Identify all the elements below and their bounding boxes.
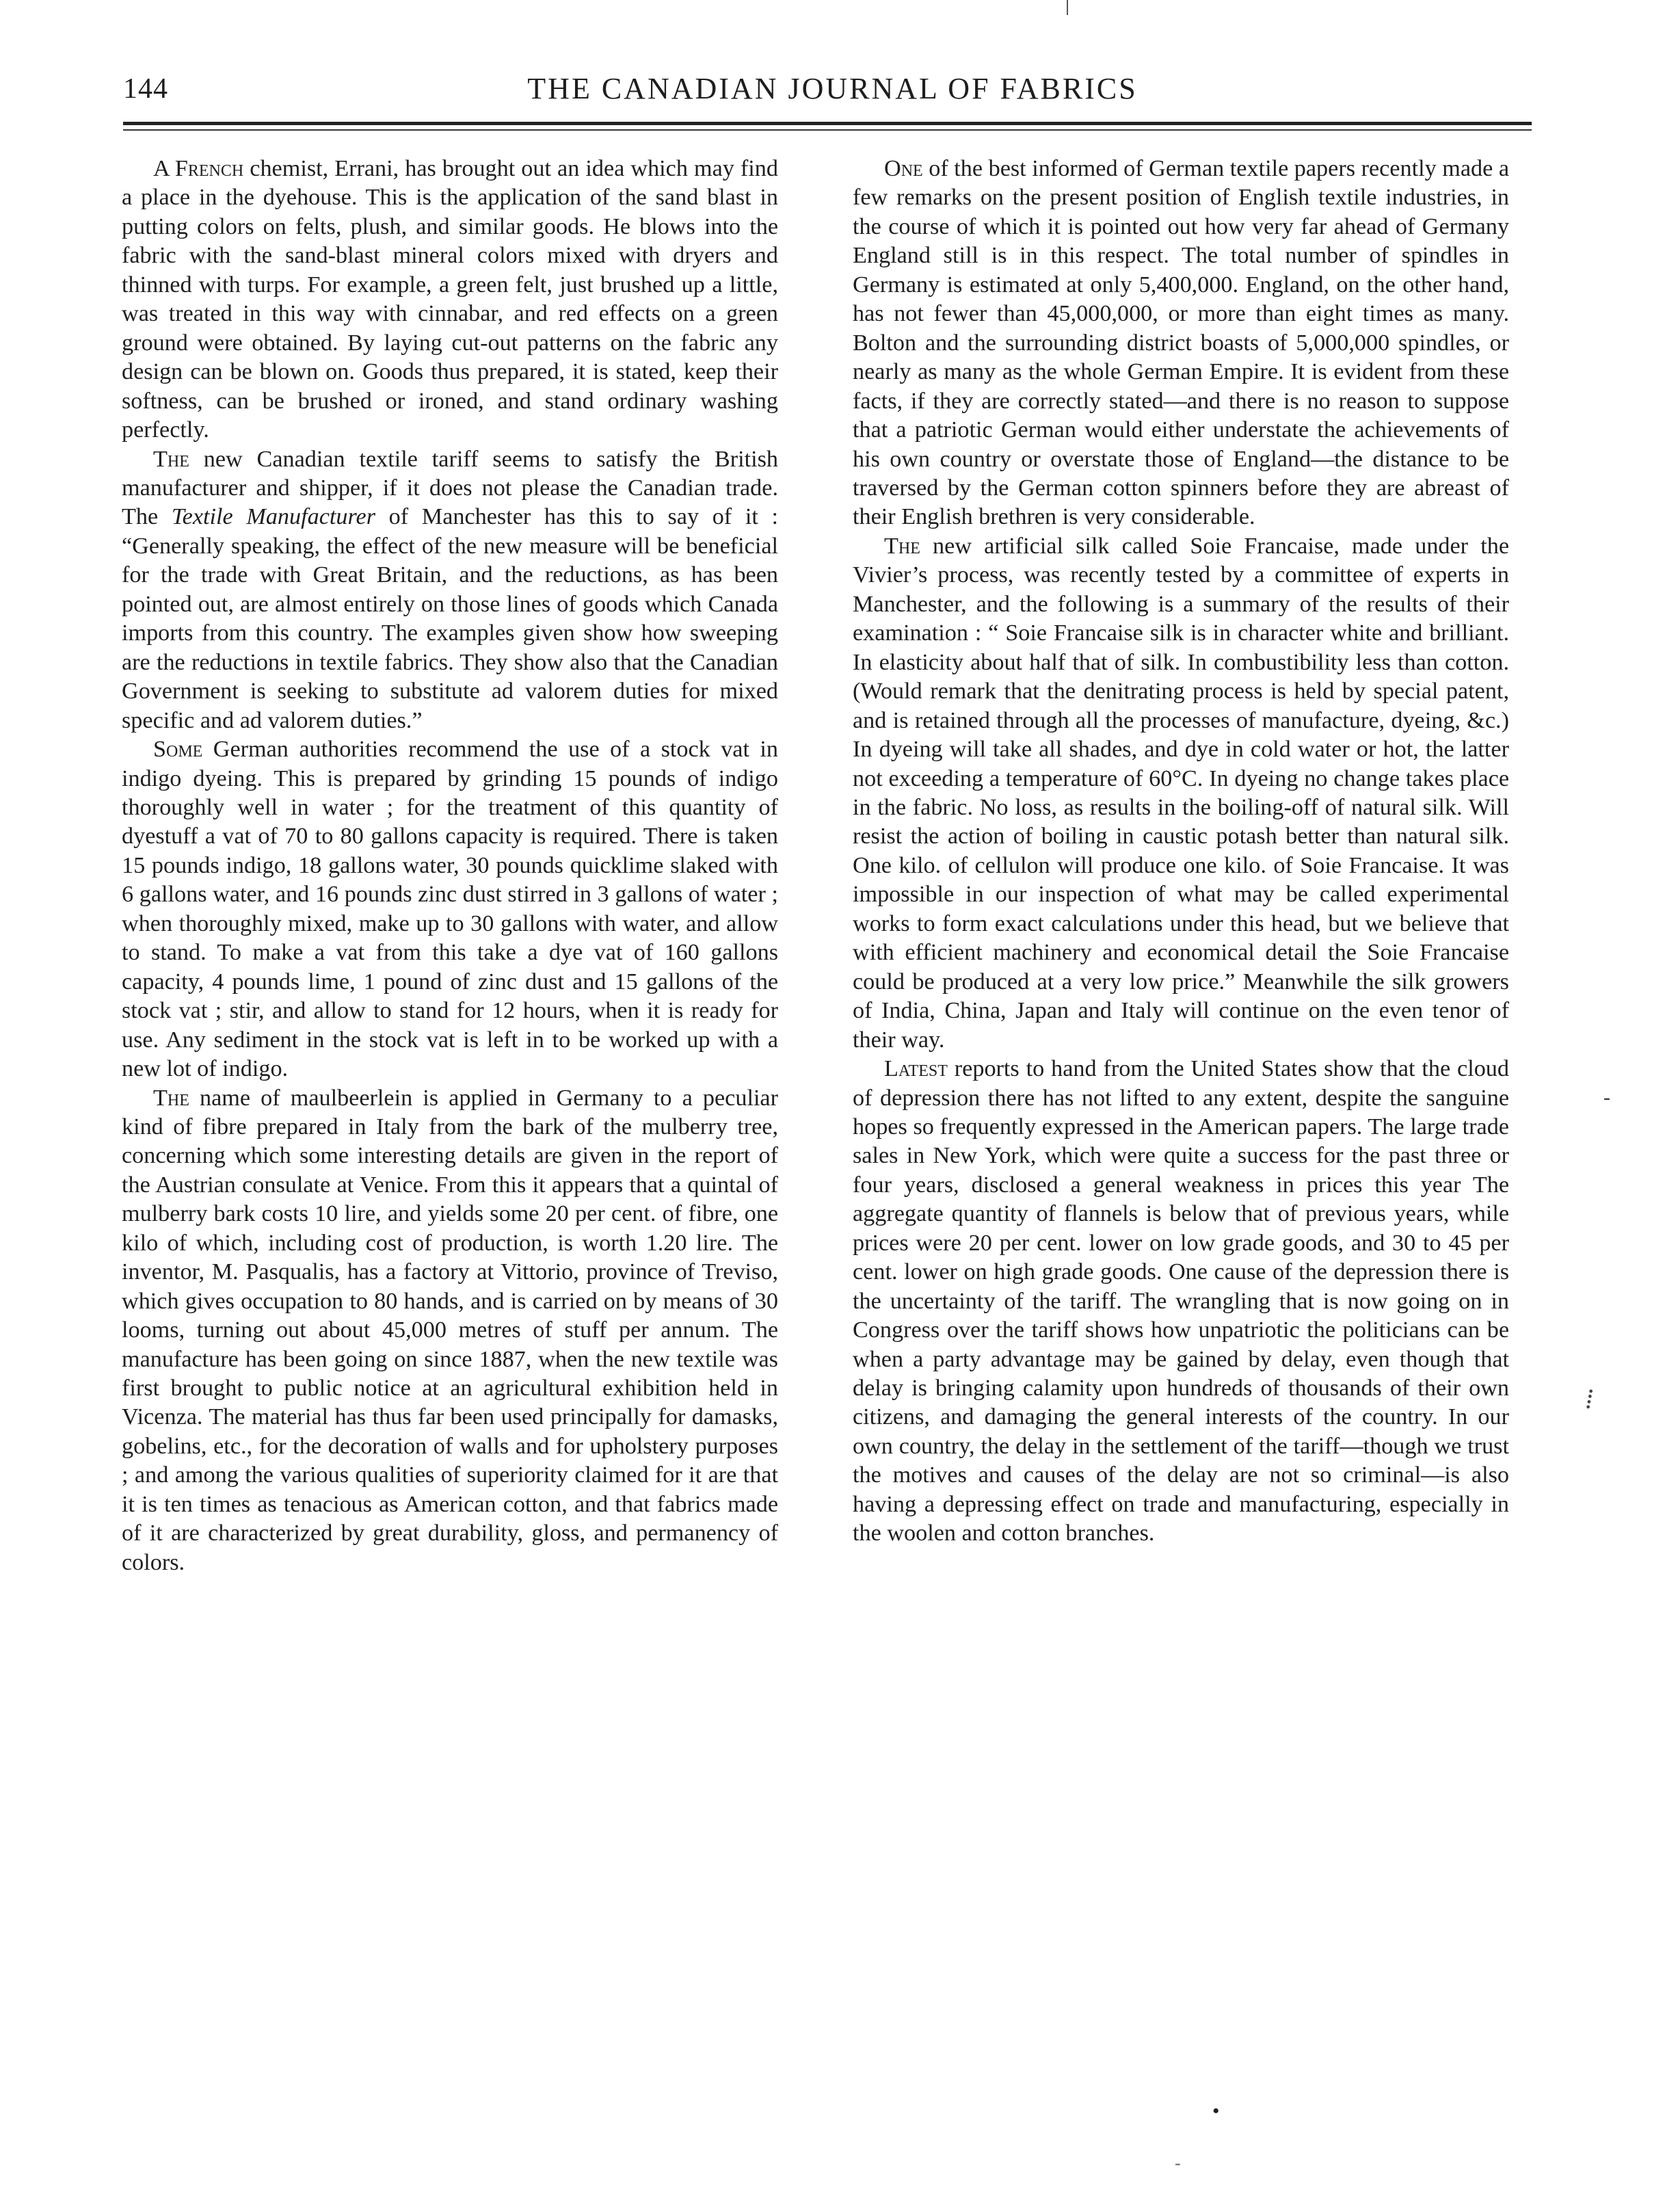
scan-edge-mark [1067,0,1068,15]
paragraph-lead: One [884,156,923,181]
paragraph-canadian-tariff [122,445,778,736]
ink-dot: • [1212,2100,1220,2122]
publication-title: Textile Manufacturer [171,504,375,530]
paragraph-sand-blast [122,155,778,445]
left-column [122,155,778,1577]
paragraph-lead: Some [153,737,203,763]
paragraph-lead: The [884,533,920,559]
paragraph-text: German authorities recommend the use of a stock vat in indigo dyeing. This is prepared by grinding 15 pounds of indigo thoroughly well in water ; for the treatment of this quantity of dyestuff a vat of 70 to 80 gallons capacity is required. There is taken 15 pounds indigo, 18 gallons water, 30 pounds quicklime slaked with 6 gallons water, and 16 pounds zinc dust stirred in 3 gallons of water ; when thoroughly mixed, make up to 30 gallons with water, and allow to stand. To make a vat from this take a dye vat of 160 gallons capacity, 4 pounds lime, 1 pound of zinc dust and 15 gallons of the stock vat ; stir, and allow to stand for 12 hours, when it is ready for use. Any sediment in the stock vat is left in to be worked up with a new lot of indigo. [122,737,778,1082]
paragraph-german-spindles [853,155,1509,532]
paragraph-text: of Manchester has this to say of it : “Generally speaking, the effect of the new measure will be beneficial for the trade with Great Britain, and the reductions, as has been pointed out, are almost entirely on those lines of goods which Canada imports from this country. The examples given show how sweeping are the reductions in textile fabrics. They show also that the Canadian Government is seeking to substitute ad valorem duties for mixed specific and ad valorem duties.” [122,504,778,733]
ink-dash: - [1175,2153,1181,2173]
paragraph-indigo-stock-vat [122,735,778,1083]
paragraph-maulbeerlein [122,1084,778,1578]
paragraph-lead: Latest [884,1056,948,1082]
paragraph-text: new Canadian textile tariff seems to satisfy the British manufacturer and shipper, if it does not please the Canadian trade. The [122,446,778,530]
margin-speck: - [1603,1086,1610,1109]
journal-title: THE CANADIAN JOURNAL OF FABRICS [527,72,1138,105]
paragraph-united-states-depression [853,1055,1509,1549]
paragraph-text: reports to hand from the United States show that the cloud of depression there has not lifted to any extent, despite the sanguine hopes so frequently expressed in the American papers. The large trade sales in New York, which were quite a success for the past three or four years, disclosed a general weakness in prices this year The aggregate quantity of flannels is below that of previous years, while prices were 20 per cent. lower on low grade goods, and 30 to 45 per cent. lower on high grade goods. One cause of the depression there is the uncertainty of the tariff. The wrangling that is now going on in Congress over the tariff shows how unpatriotic the politicians can be when a party advantage may be gained by delay, even though that delay is bringing calamity upon hundreds of thousands of their own citizens, and damaging the general interests of the country. In our own country, the delay in the settlement of the tariff—though we trust the motives and causes of the delay are not so criminal—is also having a depressing effect on trade and manufacturing, especially in the woolen and cotton branches. [853,1056,1509,1546]
paragraph-lead: A French [153,156,244,181]
page-number: 144 [123,73,168,105]
paragraph-lead: The [153,446,189,472]
paragraph-text: new artificial silk called Soie Francaise, made under the Vivier’s process, was recently tested by a committee of experts in Manchester, and the following is a summary of the results of their examination : “ Soie Francaise silk is in character white and brilliant. In elasticity about half that of silk. In combustibility less than cotton. (Would remark that the denitrating process is held by special patent, and is retained through all the processes of manufacture, dyeing, &c.) In dyeing will take all shades, and dye in cold water or hot, the latter not exceeding a temperature of 60°C. In dyeing no change takes place in the fabric. No loss, as results in the boiling-off of natural silk. Will resist the action of boiling in caustic potash better than natural silk. One kilo. of cellulon will produce one kilo. of Soie Francaise. It was impossible in our inspection of what may be called experimental works to form exact calculations under this head, but we believe that with efficient machinery and economical detail the Soie Francaise could be produced at a very low price.” Meanwhile the silk growers of India, China, Japan and Italy will continue on the even tenor of their way. [853,533,1509,1053]
right-column [853,155,1509,1549]
paragraph-lead: The [153,1085,189,1111]
paragraph-text: name of maulbeerlein is applied in Germany to a peculiar kind of fibre prepared in Italy from the bark of the mulberry tree, concerning which some interesting details are given in the report of the Austrian consulate at Venice. From this it appears that a quintal of mulberry bark costs 10 lire, and yields some 20 per cent. of fibre, one kilo of which, including cost of production, is worth 1.20 lire. The inventor, M. Pasqualis, has a factory at Vittorio, province of Treviso, which gives occupation to 80 hands, and is carried on by means of 30 looms, turning out about 45,000 metres of stuff per annum. The manufacture has been going on since 1887, when the new textile was first brought to public notice at an agricultural exhibition held in Vicenza. The material has thus far been used principally for damasks, gobelins, etc., for the decoration of walls and for upholstery purposes ; and among the various qualities of superiority claimed for it are that it is ten times as tenacious as American cotton, and that fabrics made of it are characterized by great durability, gloss, and permanency of colors. [122,1085,778,1575]
margin-scribble: ⁞ [1585,1384,1595,1414]
paragraph-text: chemist, Errani, has brought out an idea which may find a place in the dyehouse. This is the application of the sand blast in putting colors on felts, plush, and similar goods. He blows into the fabric with the sand-blast mineral colors mixed with dryers and thinned with turps. For example, a green felt, just brushed up a little, was treated in this way with cinnabar, and red effects on a green ground were obtained. By laying cut-out patterns on the fabric any design can be blown on. Goods thus prepared, it is stated, keep their softness, can be brushed or ironed, and stand ordinary washing perfectly. [122,156,778,443]
paragraph-soie-francaise [853,532,1509,1055]
header-rule-thin [123,129,1532,131]
paragraph-text: of the best informed of German textile papers recently made a few remarks on the present position of English textile industries, in the course of which it is pointed out how very far ahead of Germany England still is in this respect. The total number of spindles in Germany is estimated at only 5,400,000. England, on the other hand, has not fewer than 45,000,000, or more than eight times as many. Bolton and the surrounding district boasts of 5,000,000 spindles, or nearly as many as the whole German Empire. It is evident from these facts, if they are correctly stated—and there is no reason to suppose that a patriotic German would either understate the achievements of his own country or overstate those of England—the distance to be traversed by the German cotton spinners before they are abreast of their English brethren is very considerable. [853,156,1509,530]
header-rule-thick [123,122,1532,125]
